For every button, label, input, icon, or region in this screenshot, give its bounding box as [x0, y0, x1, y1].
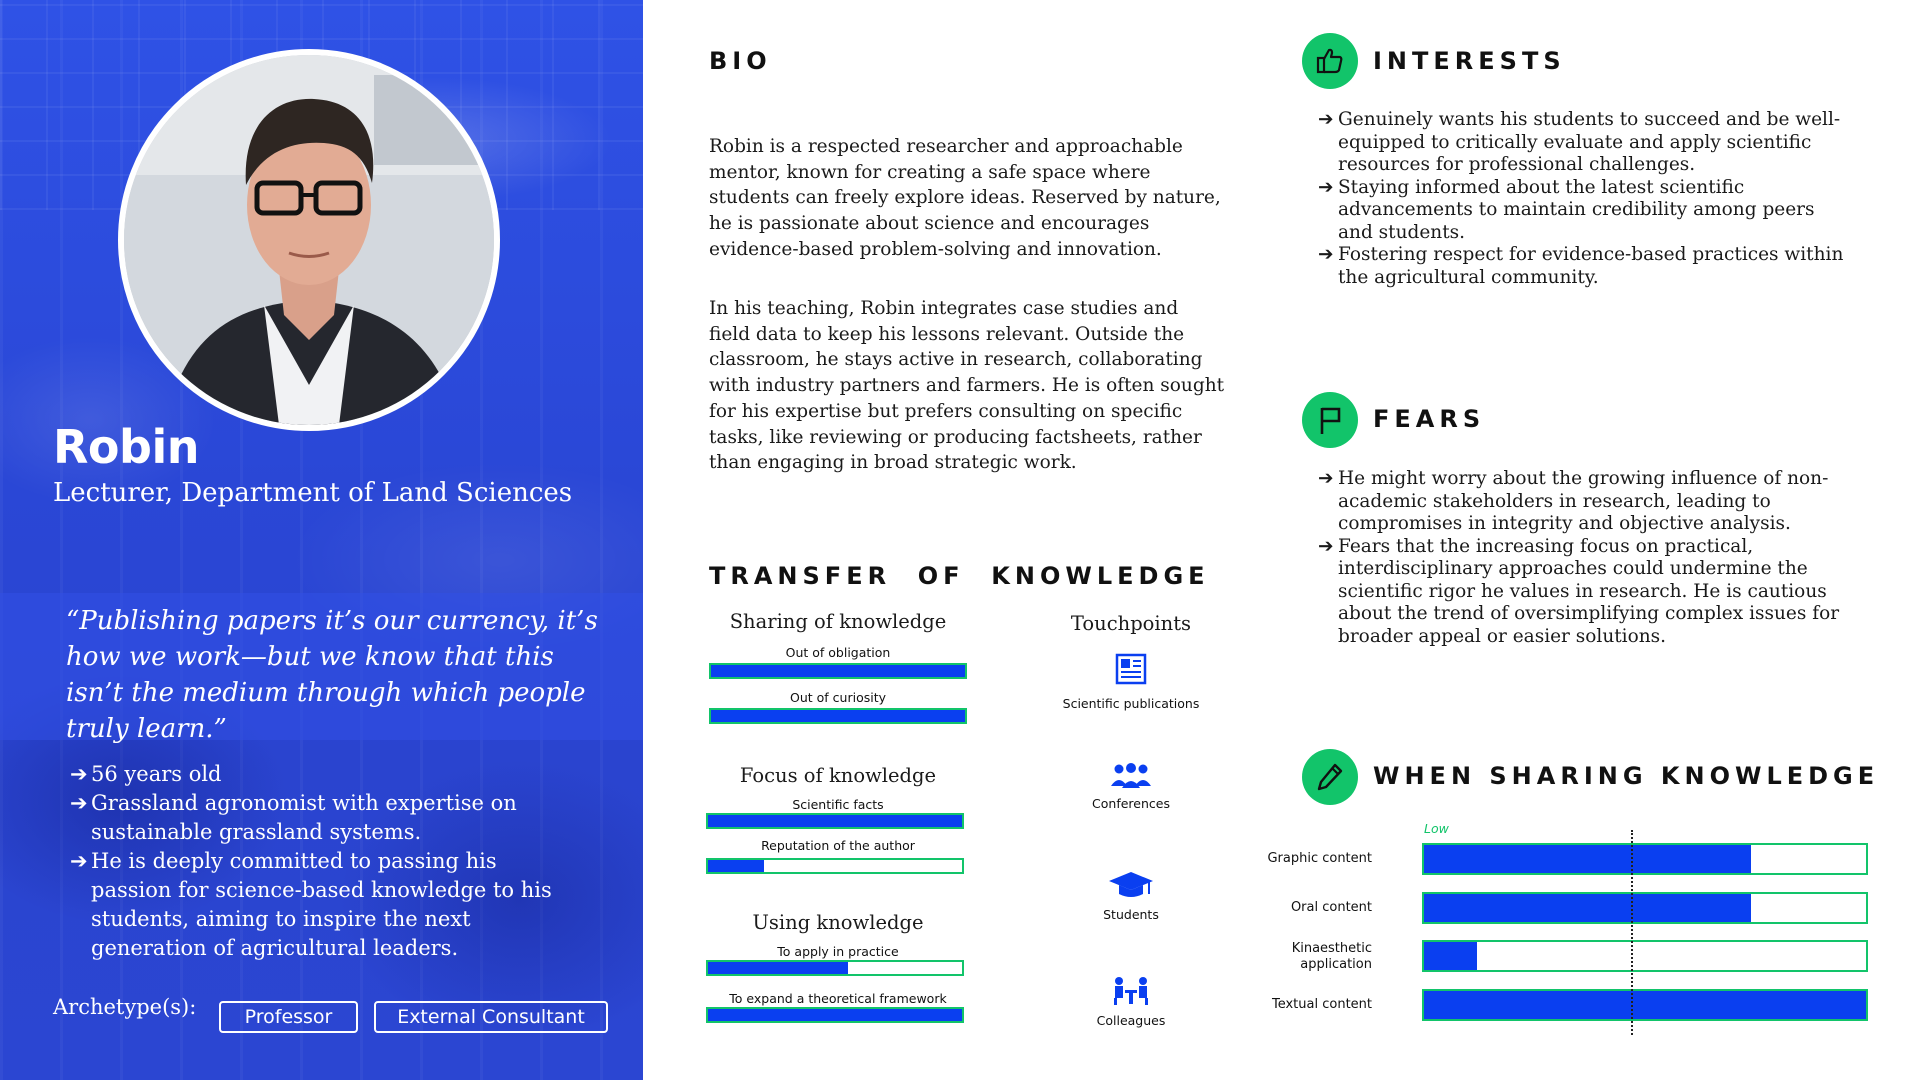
bar-label: To expand a theoretical framework — [729, 991, 947, 1006]
interests-list — [1318, 109, 1848, 289]
low-label: Low — [1424, 821, 1449, 836]
knowledge-bar — [709, 708, 967, 724]
knowledge-bar — [706, 858, 964, 874]
persona-quote: “Publishing papers it’s our currency, it’s how we work—but we know that this isn’t the medium through which people truly learn.” — [66, 606, 598, 744]
list-item: ➔ Fostering respect for evidence-based practices within the agricultural community. — [1318, 244, 1844, 288]
fears-list — [1318, 468, 1848, 648]
bar-label: Scientific facts — [792, 797, 884, 812]
persona-role: Lecturer, Department of Land Sciences — [53, 478, 573, 508]
archetype-badge-external-consultant: External Consultant — [374, 1001, 608, 1033]
pencil-icon — [1302, 749, 1358, 805]
graduation-cap-icon — [1107, 870, 1155, 900]
portrait-illustration — [124, 55, 494, 425]
sharing-row-label: Graphic content — [1267, 851, 1372, 866]
knowledge-bar — [706, 1007, 964, 1023]
list-item: ➔ Staying informed about the latest scientific advancements to maintain credibility among peers and students. — [1318, 176, 1815, 243]
knowledge-bar — [709, 663, 967, 679]
fact-item: ➔ He is deeply committed to passing his passion for science-based knowledge to his students, aiming to inspire the next generation of agricultural leaders. — [70, 849, 552, 960]
persona-facts — [70, 760, 570, 963]
touchpoint-label: Colleagues — [1096, 1013, 1166, 1028]
touchpoint-label: Students — [1103, 907, 1159, 922]
flag-icon — [1302, 392, 1358, 448]
midpoint-dotted-line — [1631, 830, 1633, 1035]
knowledge-bar — [706, 960, 964, 976]
arrow-icon: ➔ — [1318, 244, 1334, 265]
list-item: ➔ Genuinely wants his students to succeed and be well-equipped to critically evaluate and apply scientific resources for professional challenges. — [1318, 109, 1841, 175]
bar-fill — [1424, 942, 1477, 970]
sharing-row-label: Textual content — [1271, 997, 1372, 1012]
group-title-using: Using knowledge — [752, 911, 924, 934]
sharing-bar — [1422, 843, 1868, 875]
sharing-title: WHEN SHARING KNOWLEDGE — [1373, 762, 1880, 790]
bar-fill — [708, 1009, 962, 1021]
bar-label: Out of curiosity — [790, 690, 886, 705]
bar-label: Reputation of the author — [761, 838, 915, 853]
touchpoints-title: Touchpoints — [1070, 612, 1192, 635]
thumbs-up-icon — [1302, 33, 1358, 89]
sharing-bar — [1422, 989, 1868, 1021]
bar-fill — [708, 962, 848, 974]
colleagues-icon — [1111, 976, 1151, 1006]
bar-fill — [711, 710, 965, 722]
bar-fill — [1424, 845, 1751, 873]
arrow-icon: ➔ — [1318, 535, 1334, 557]
fears-title: FEARS — [1373, 405, 1486, 433]
publication-icon — [1114, 652, 1148, 686]
bar-fill — [1424, 894, 1751, 922]
bar-fill — [708, 815, 962, 827]
persona-panel — [0, 0, 643, 1080]
bar-label: To apply in practice — [777, 944, 899, 959]
bio-title: BIO — [709, 47, 772, 75]
transfer-title: TRANSFER OF KNOWLEDGE — [709, 562, 1210, 590]
arrow-icon: ➔ — [70, 762, 88, 786]
sharing-row-label: Oral content — [1290, 900, 1372, 915]
sharing-bar — [1422, 940, 1868, 972]
group-title-focus: Focus of knowledge — [739, 764, 937, 787]
archetype-label: Archetype(s): — [53, 995, 197, 1019]
bio-paragraph: Robin is a respected researcher and approachable mentor, known for creating a safe space where students can freely explore ideas. Reserved by nature, he is passionate about science and encourages evidence-based problem-solving and innovation. — [709, 136, 1221, 260]
arrow-icon: ➔ — [1318, 468, 1334, 489]
bar-label: Out of obligation — [785, 645, 891, 660]
touchpoint-label: Scientific publications — [1062, 696, 1200, 711]
sharing-bar — [1422, 892, 1868, 924]
group-title-sharing: Sharing of knowledge — [729, 610, 947, 633]
knowledge-bar — [706, 813, 964, 829]
arrow-icon: ➔ — [1318, 109, 1334, 130]
list-item: ➔ He might worry about the growing influence of non-academic stakeholders in research, leading to compromises in integrity and objective analysis. — [1318, 468, 1829, 534]
interests-title: INTERESTS — [1373, 47, 1566, 75]
avatar — [118, 49, 500, 431]
bar-fill — [708, 860, 764, 872]
persona-name: Robin — [53, 420, 199, 474]
arrow-icon: ➔ — [1318, 176, 1334, 198]
archetype-badge-professor: Professor — [219, 1001, 358, 1033]
bio-paragraph: In his teaching, Robin integrates case studies and field data to keep his lessons relevant. Outside the classroom, he stays active in research, collaborating with industry partners and farmers. He is often sought for his expertise but prefers consulting on specific tasks, like reviewing or producing factsheets, rather than engaging in broad strategic work. — [709, 298, 1225, 474]
touchpoint-label: Conferences — [1092, 796, 1170, 811]
conference-icon — [1110, 762, 1152, 792]
fact-item: ➔ 56 years old — [70, 760, 570, 789]
bar-fill — [1424, 991, 1866, 1019]
arrow-icon: ➔ — [70, 791, 88, 815]
list-item: ➔ Fears that the increasing focus on practical, interdisciplinary approaches could undermine the scientific rigor he values in research. He is cautious about the trend of oversimplifying complex issues for broader appeal or easier solutions. — [1318, 535, 1840, 647]
fact-item: ➔ Grassland agronomist with expertise on sustainable grassland systems. — [70, 791, 517, 844]
bar-fill — [711, 665, 965, 677]
arrow-icon: ➔ — [70, 849, 88, 873]
sharing-row-label: Kinaesthetic application — [1291, 941, 1372, 972]
